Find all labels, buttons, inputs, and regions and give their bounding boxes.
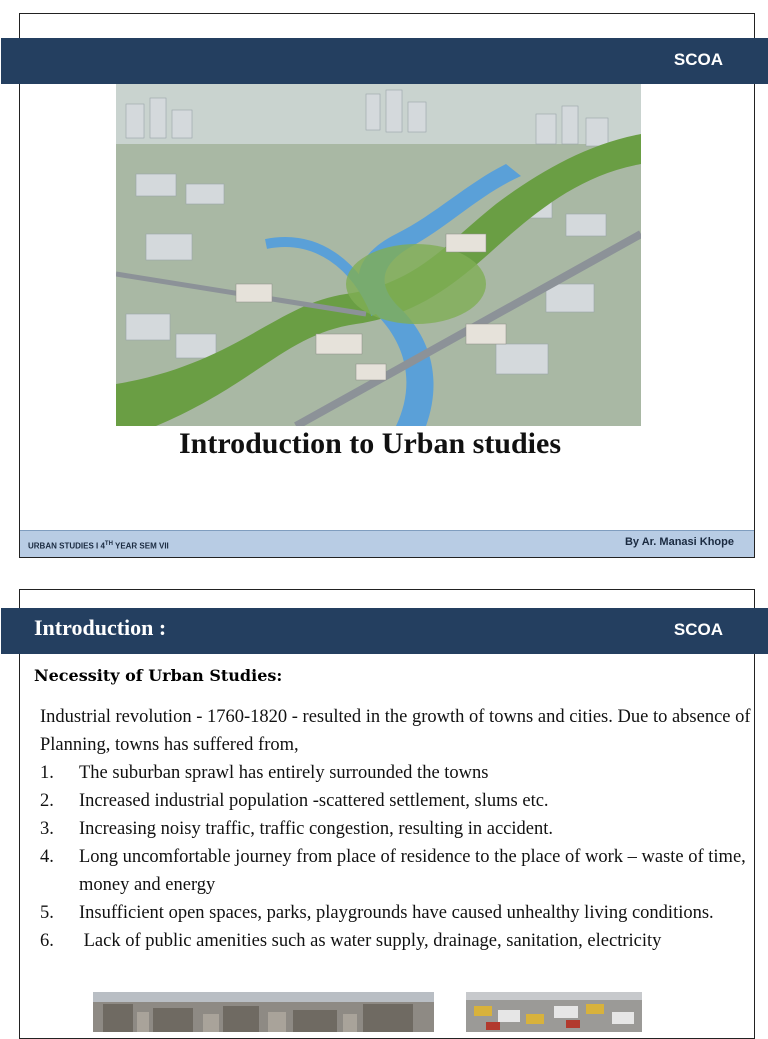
content-body: [40, 703, 752, 955]
list-item: 5. Insufficient open spaces, parks, playgrounds have caused unhealthy living conditions.: [40, 903, 714, 923]
traffic-illustration: [466, 992, 642, 1032]
urban-aerial-image: [116, 84, 641, 426]
list-item: 4. Long uncomfortable journey from place of residence to the place of work – waste of time, money and energy: [40, 847, 746, 895]
brand-label: SCOA: [673, 50, 723, 69]
subheading: Necessity of Urban Studies:: [34, 666, 283, 685]
list-item: 2. Increased industrial population -scattered settlement, slums etc.: [40, 791, 549, 811]
intro-paragraph: Industrial revolution - 1760-1820 - resulted in the growth of towns and cities. Due to absence of Planning, towns has suffered from,: [40, 707, 751, 755]
introduction-slide: [19, 589, 755, 1039]
header-band: [1, 38, 768, 84]
problem-list: [40, 759, 752, 955]
header-band: [1, 608, 768, 654]
title-slide: [19, 13, 755, 558]
list-item: 6. Lack of public amenities such as water supply, drainage, sanitation, electricity: [40, 931, 662, 951]
author-label: By Ar. Manasi Khope: [624, 536, 734, 548]
course-label: URBAN STUDIES I 4TH YEAR SEM VII: [28, 541, 169, 551]
brand-label: SCOA: [673, 620, 723, 639]
section-title: Introduction :: [34, 615, 167, 640]
city-illustration: [116, 84, 641, 426]
slum-photo: [93, 992, 434, 1032]
footer-bar: [20, 530, 754, 557]
list-item: 1. The suburban sprawl has entirely surrounded the towns: [40, 763, 489, 783]
slide-title: Introduction to Urban studies: [178, 427, 562, 460]
slum-illustration: [93, 992, 434, 1032]
traffic-photo: [466, 992, 642, 1032]
list-item: 3. Increasing noisy traffic, traffic congestion, resulting in accident.: [40, 819, 553, 839]
